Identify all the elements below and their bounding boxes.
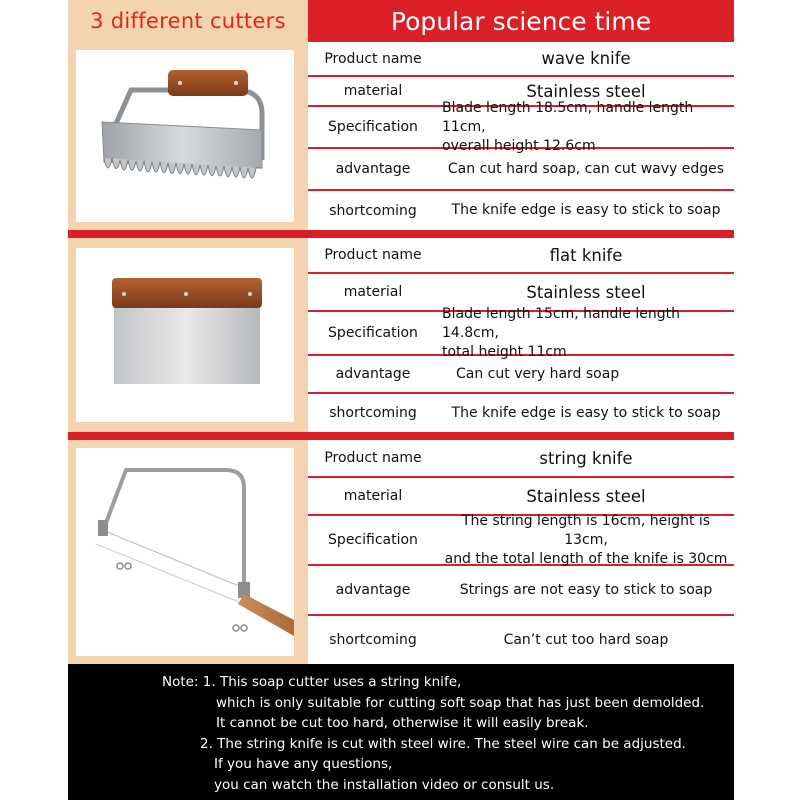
note-line: Note: 1. This soap cutter uses a string knife,: [162, 674, 462, 690]
row-label: material: [343, 488, 403, 504]
row-label: Specification: [328, 119, 418, 135]
spec-line: Blade length 15cm, handle length 14.8cm,: [442, 305, 680, 341]
note-line: which is only suitable for cutting soft soap that has just been demolded.: [216, 695, 705, 711]
section-divider: [68, 230, 734, 238]
row-label: material: [343, 284, 403, 300]
row-label: Product name: [324, 247, 422, 263]
wave-knife-image: [76, 50, 294, 222]
row-value: [438, 512, 734, 567]
row-label: Specification: [328, 325, 418, 341]
row-label: advantage: [335, 582, 411, 598]
row-value: [438, 305, 734, 360]
flat-knife-table: [308, 238, 734, 432]
note-line: you can watch the installation video or consult us.: [214, 777, 555, 793]
row-value: Can cut hard soap, can cut wavy edges: [447, 160, 725, 177]
spec-line: The string length is 16cm, height is 13cm,: [461, 512, 711, 548]
table-row: [308, 356, 734, 394]
row-value: The knife edge is easy to stick to soap: [451, 404, 721, 421]
product-image-panel: [68, 42, 308, 230]
spec-line: Blade length 18.5cm, handle length 11cm,: [442, 99, 694, 135]
table-row: [308, 512, 734, 567]
infographic: [68, 0, 734, 800]
note-line: It cannot be cut too hard, otherwise it will easily break.: [216, 715, 589, 731]
product-image-panel: [68, 440, 308, 664]
note-box: [68, 664, 734, 800]
table-row: [308, 191, 734, 230]
note-line: 2. The string knife is cut with steel wire. The steel wire can be adjusted.: [200, 736, 686, 752]
row-value: string knife: [539, 448, 633, 468]
wave-knife-table: [308, 42, 734, 230]
string-knife-table: [308, 440, 734, 664]
table-row: [308, 305, 734, 360]
row-value: flat knife: [549, 245, 623, 265]
row-value: Stainless steel: [526, 282, 646, 302]
wave-knife-section: [68, 42, 734, 230]
spec-line: and the total length of the knife is 30cm: [444, 550, 728, 567]
table-row: [308, 566, 734, 616]
table-row: [308, 238, 734, 274]
row-value: wave knife: [541, 49, 631, 68]
string-knife-section: [68, 440, 734, 664]
row-label: Specification: [328, 532, 418, 548]
flat-knife-section: [68, 238, 734, 432]
row-value: Can cut very hard soap: [456, 365, 620, 382]
row-label: advantage: [335, 161, 411, 177]
row-label: advantage: [335, 366, 411, 382]
row-label: shortcoming: [329, 202, 417, 219]
table-row: [308, 616, 734, 664]
left-header-title: 3 different cutters: [68, 0, 308, 42]
section-divider: [68, 432, 734, 440]
note-line: If you have any questions,: [214, 756, 393, 772]
string-knife-image: [76, 448, 294, 656]
row-label: shortcoming: [329, 632, 417, 648]
row-value: Strings are not easy to stick to soap: [459, 581, 713, 598]
row-label: shortcoming: [329, 405, 417, 421]
spec-line: overall height 12.6cm: [442, 137, 596, 154]
table-row: [308, 149, 734, 191]
spec-line: total height 11cm: [442, 343, 567, 360]
row-value: Can’t cut too hard soap: [503, 631, 669, 648]
row-value: Stainless steel: [526, 81, 646, 101]
row-label: Product name: [324, 450, 422, 466]
row-value: The knife edge is easy to stick to soap: [451, 202, 721, 218]
table-row: [308, 394, 734, 432]
row-value: Stainless steel: [526, 486, 646, 506]
row-label: Product name: [324, 50, 422, 67]
flat-knife-image: [76, 248, 294, 422]
table-row: [308, 478, 734, 516]
right-header-title: Popular science time: [308, 0, 734, 42]
table-row: [308, 99, 734, 154]
product-image-panel: [68, 238, 308, 432]
table-row: [308, 42, 734, 77]
row-value: [438, 99, 734, 154]
table-row: [308, 440, 734, 478]
row-label: material: [343, 83, 403, 99]
